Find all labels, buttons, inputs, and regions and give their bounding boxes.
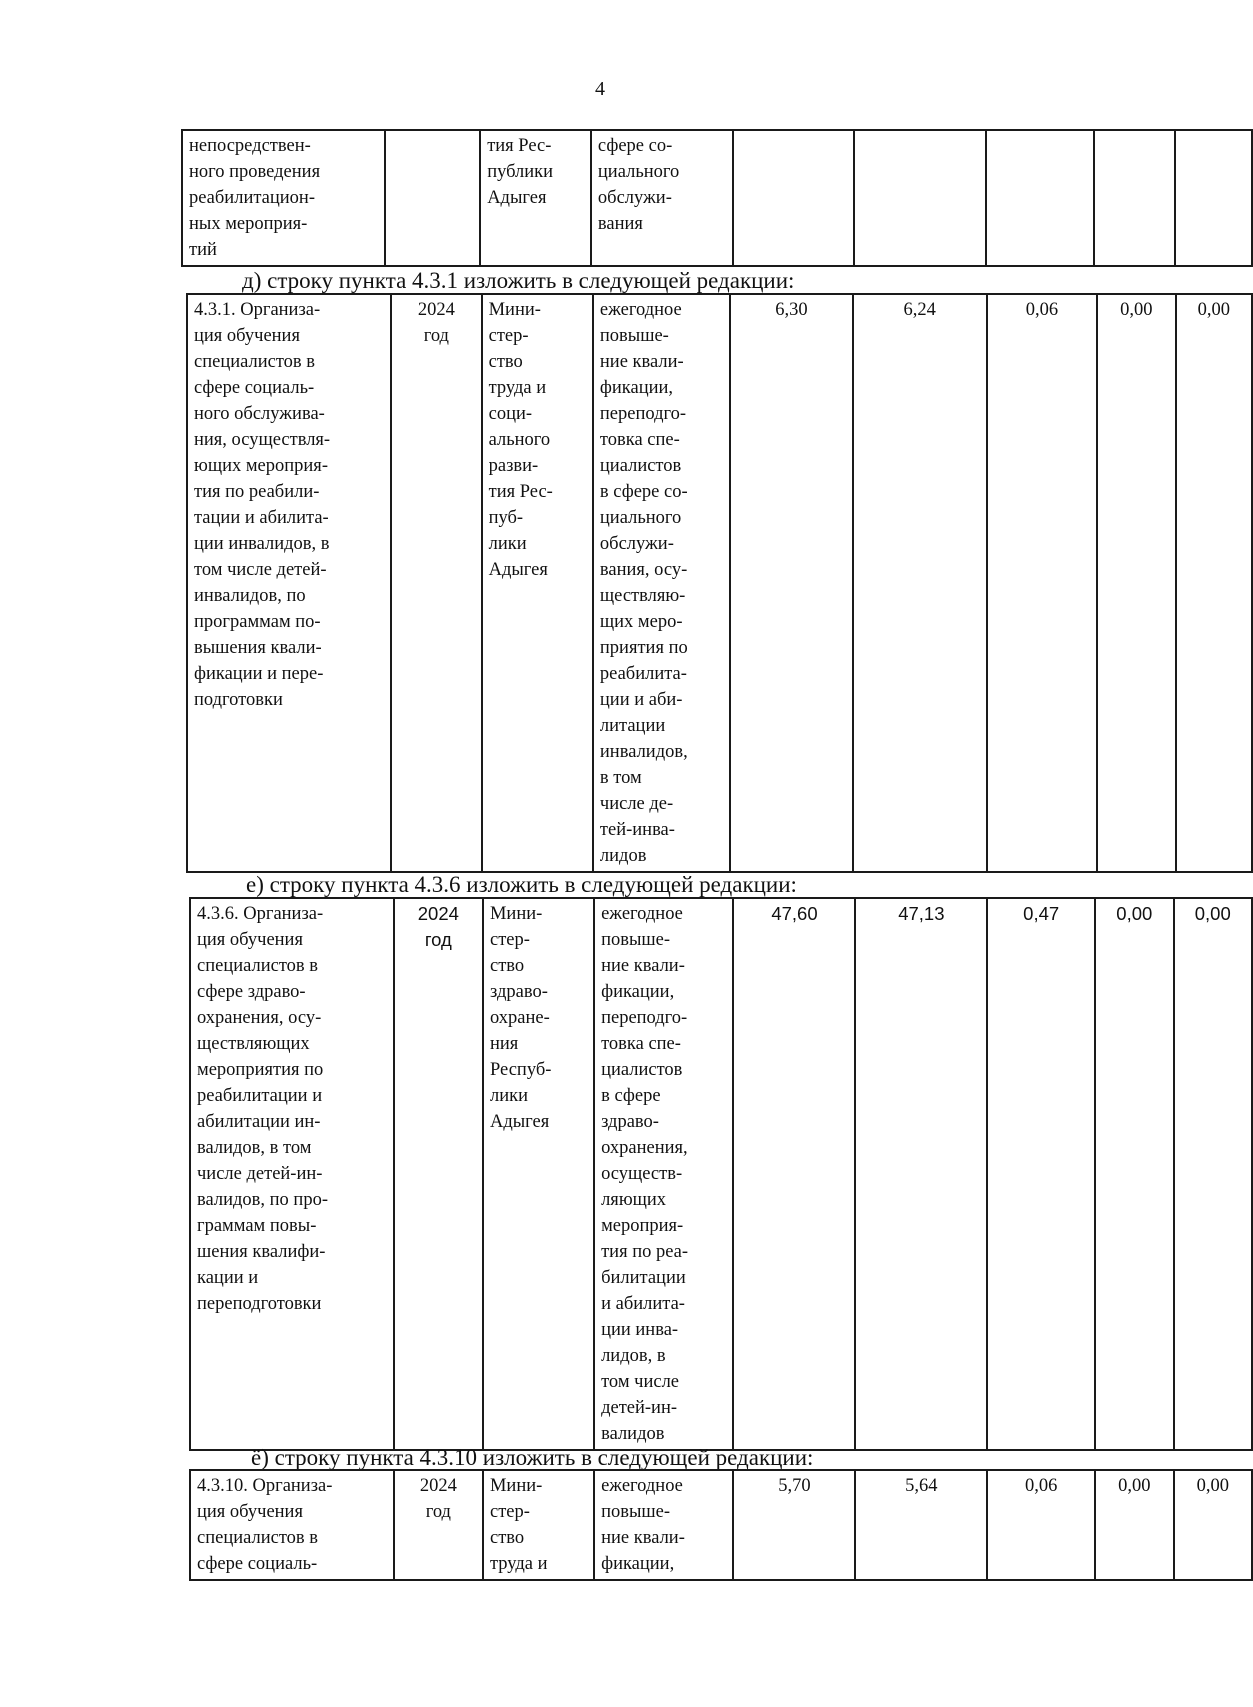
cell-federal: 6,24 [853,294,987,872]
cell-local: 0,00 [1095,1470,1173,1580]
table-row-4-3-10 [189,1469,1253,1581]
cell-result: ежегодное повыше- ние квали- фикации, [594,1470,733,1580]
cell-executor: Мини- стер- ство труда и [483,1470,594,1580]
cell-total: 5,70 [733,1470,855,1580]
cell-local: 0,00 [1097,294,1176,872]
cell-federal: 47,13 [855,898,987,1450]
page-number: 4 [595,78,605,100]
cell-federal: 5,64 [855,1470,987,1580]
cell-total [733,130,854,266]
cell-executor: тия Рес- публики Адыгея [480,130,591,266]
cell-federal [854,130,986,266]
cell-result: ежегодное повыше- ние квали- фикации, переподго- товка спе- циалистов в сфере со- циального обслужи- вания, осу- ществляю- щих меро- приятия по реабилита- ции и аби- литации инвалидов, в том числе де- тей-инва- лидов [593,294,730,872]
cell-activity-name: 4.3.10. Организа- ция обучения специалистов в сфере социаль- [190,1470,394,1580]
cell-year: 2024 год [391,294,482,872]
section-heading-4-3-6: е) строку пункта 4.3.6 изложить в следующей редакции: [246,872,797,897]
cell-result: сфере со- циального обслужи- вания [591,130,734,266]
cell-result: ежегодное повыше- ние квали- фикации, переподго- товка спе- циалистов в сфере здраво- охранения, осуществ- ляющих мероприя- тия по реа- билитации и абилита- ции инва- лидов, в том числе детей-ин- валидов [594,898,733,1450]
cell-local [1094,130,1175,266]
cell-total: 47,60 [733,898,855,1450]
cell-year [385,130,480,266]
cell-other: 0,00 [1176,294,1252,872]
cell-other [1175,130,1252,266]
cell-executor: Мини- стер- ство труда и соци- ального разви- тия Рес- пуб- лики Адыгея [482,294,593,872]
cell-activity-name: непосредствен- ного проведения реабилитацион- ных мероприя- тий [182,130,385,266]
cell-activity-name: 4.3.1. Организа- ция обучения специалистов в сфере социаль- ного обслужива- ния, осуществля- ющих мероприя- тия по реабили- тации и абилита- ции инвалидов, в том числе детей- инвалидов, по программам по- вышения квали- фикации и пере- подготовки [187,294,391,872]
cell-other: 0,00 [1174,1470,1252,1580]
cell-regional [986,130,1095,266]
cell-year: 2024 год [394,1470,483,1580]
cell-local: 0,00 [1095,898,1173,1450]
cell-executor: Мини- стер- ство здраво- охране- ния Респуб- лики Адыгея [483,898,594,1450]
cell-year: 2024 год [394,898,483,1450]
table-row-4-3-1 [186,293,1253,873]
cell-regional: 0,47 [987,898,1095,1450]
section-heading-4-3-10: ё) строку пункта 4.3.10 изложить в следующей редакции: [251,1445,814,1470]
cell-total: 6,30 [730,294,852,872]
cell-other: 0,00 [1174,898,1252,1450]
cell-regional: 0,06 [987,294,1097,872]
section-heading-4-3-1: д) строку пункта 4.3.1 изложить в следующей редакции: [242,268,795,293]
cell-activity-name: 4.3.6. Организа- ция обучения специалистов в сфере здраво- охранения, осу- ществляющих мероприятия по реабилитации и абилитации ин- валидов, в том числе детей-ин- валидов, по про- граммам повы- шения квалифи- кации и переподготовки [190,898,394,1450]
table-row-4-3-6 [189,897,1253,1451]
continuation-table-row [181,129,1253,267]
cell-regional: 0,06 [987,1470,1095,1580]
